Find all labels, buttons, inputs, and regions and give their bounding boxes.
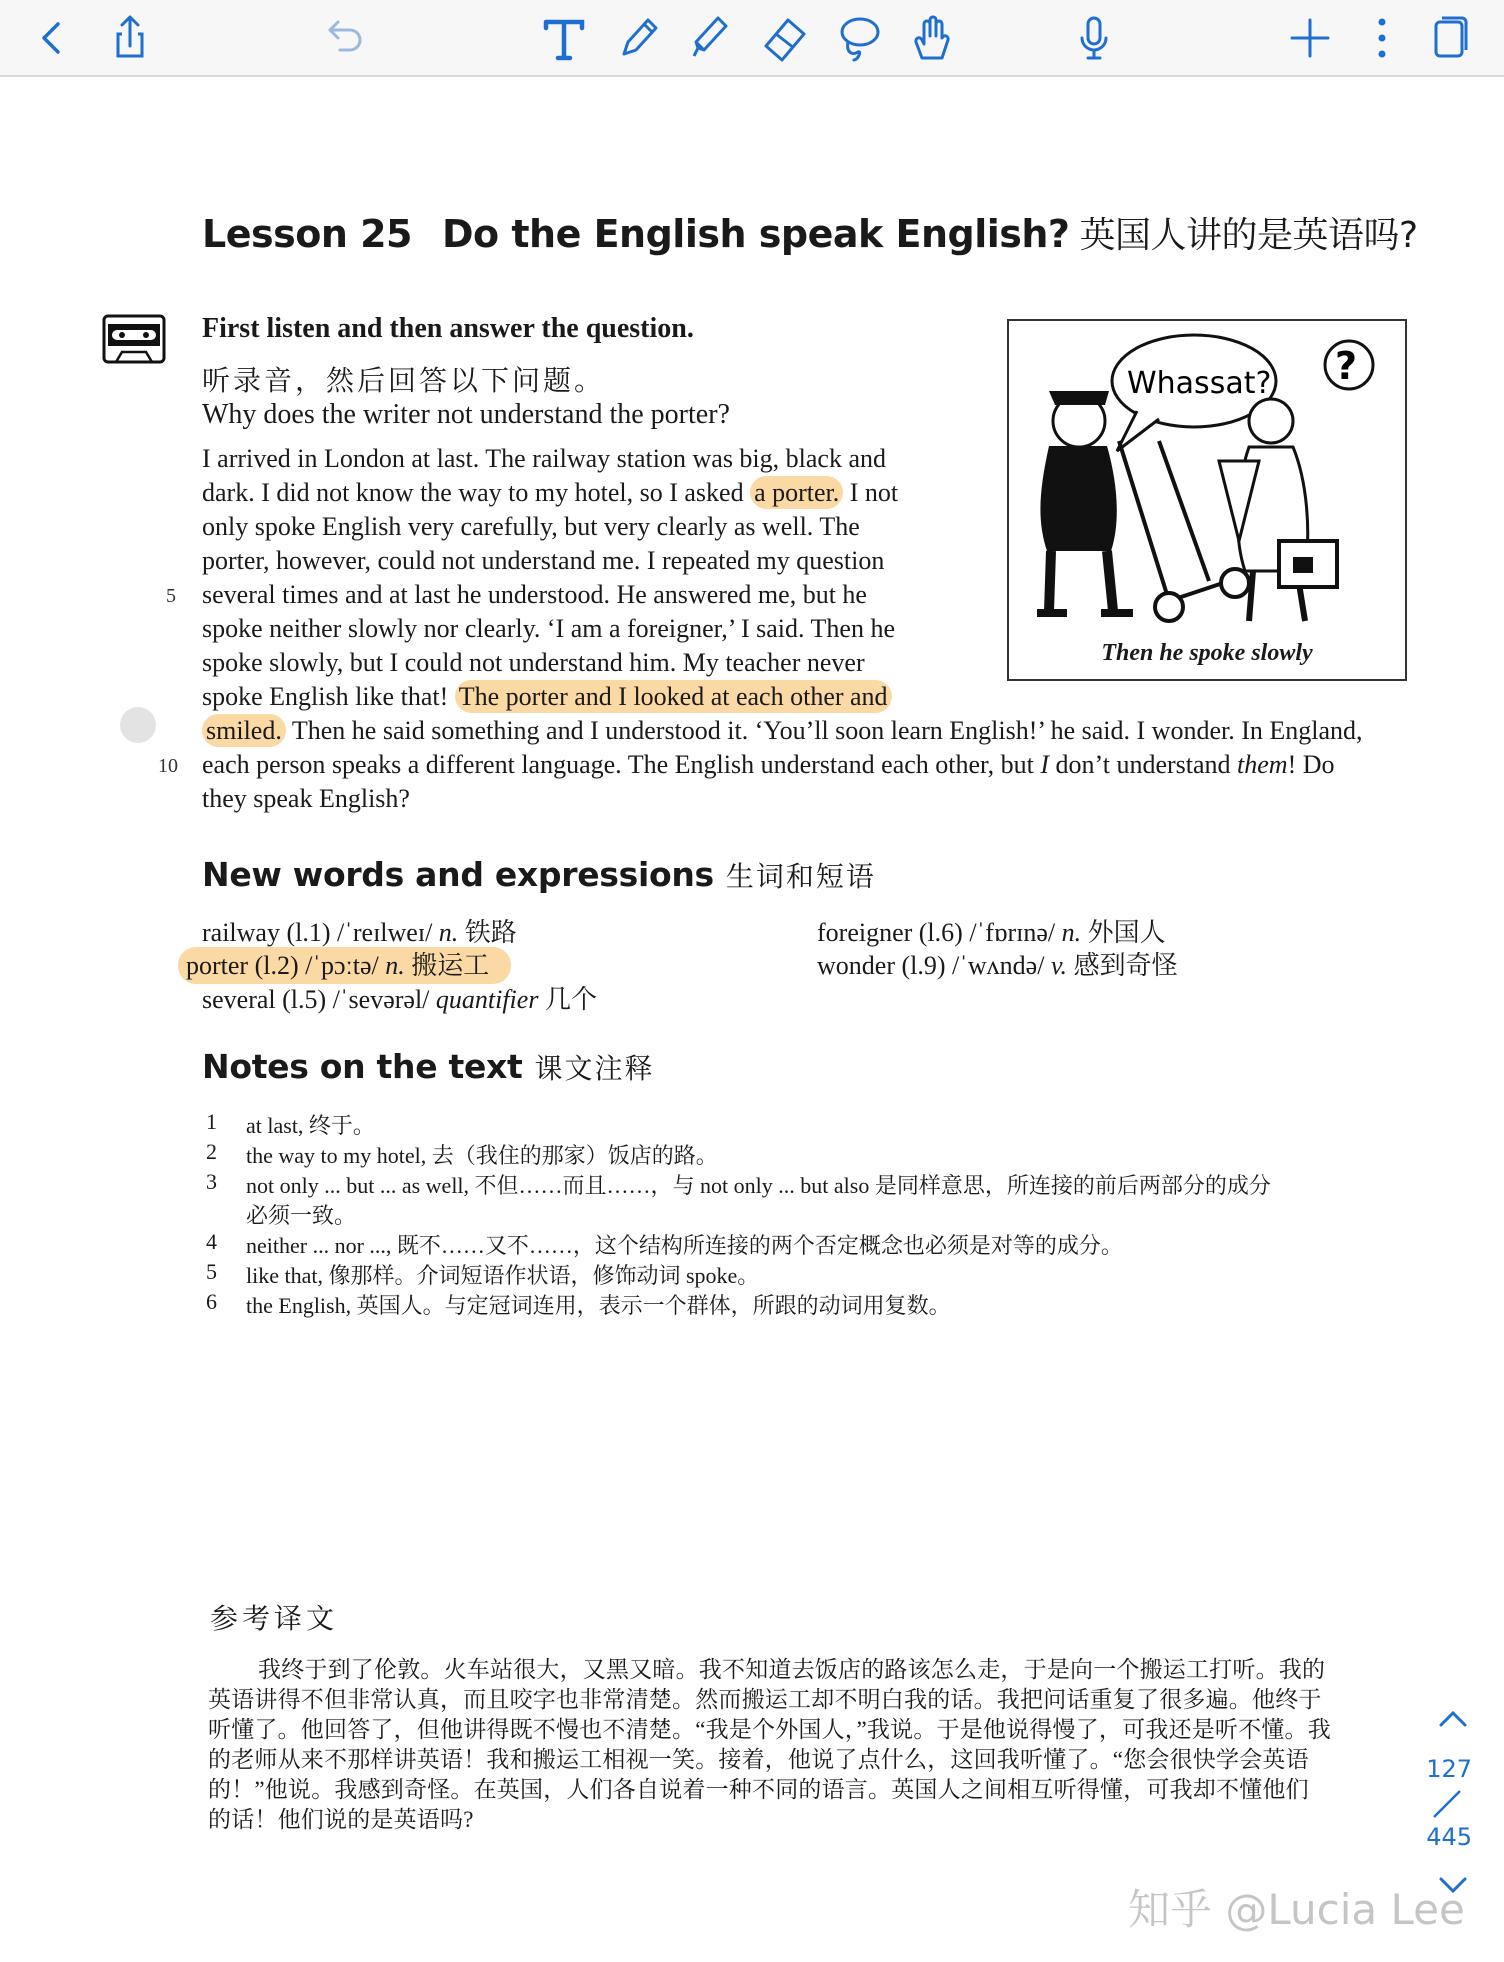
vocab-pos: quantifier bbox=[435, 985, 539, 1014]
note-number: 4 bbox=[206, 1229, 217, 1254]
text-span: each person speaks a different language. The English understand each other, but bbox=[202, 750, 1041, 779]
text-span: don’t understand bbox=[1049, 750, 1238, 779]
illustration bbox=[1007, 319, 1407, 681]
text-span: I bbox=[1040, 750, 1050, 779]
vocab-item-several bbox=[202, 979, 597, 1016]
highlight-a-porter[interactable]: a porter. bbox=[750, 476, 843, 509]
lasso-icon bbox=[828, 8, 888, 68]
plus-icon bbox=[1280, 8, 1340, 68]
vocab-text: railway (l.1) /ˈreɪlweɪ/ bbox=[202, 918, 439, 947]
passage-line bbox=[202, 714, 1363, 748]
section-title-cn: 生词和短语 bbox=[725, 860, 876, 893]
instruction-heading: First listen and then answer the question. bbox=[202, 313, 694, 344]
note-text: neither ... nor ..., 既不……又不……，这个结构所连接的两个否定概念也必须是对等的成分。 bbox=[246, 1233, 1123, 1258]
lesson-title-cn: 英国人讲的是英语吗? bbox=[1079, 215, 1418, 256]
illustration-caption: Then he spoke slowly bbox=[1101, 640, 1313, 666]
undo-icon bbox=[316, 8, 376, 68]
pages-button[interactable] bbox=[1420, 8, 1480, 68]
passage-line: several times and at last he understood. He answered me, but he bbox=[202, 580, 867, 609]
vocab-text: several (l.5) /ˈsevərəl/ bbox=[202, 985, 436, 1014]
eraser-icon bbox=[754, 8, 814, 68]
highlight-looked-at-each-other[interactable]: The porter and I looked at each other and bbox=[455, 680, 892, 713]
microphone-button[interactable] bbox=[1064, 8, 1124, 68]
toolbar bbox=[0, 0, 1504, 77]
line-number: 10 bbox=[158, 755, 178, 777]
vocab-cn: 搬运工 bbox=[404, 951, 490, 980]
note-text: the way to my hotel, 去（我住的那家）饭店的路。 bbox=[246, 1143, 718, 1168]
translation-line: 的！”他说。我感到奇怪。在英国，人们各自说着一种不同的语言。英国人之间相互听得懂，可我却不懂他们 bbox=[208, 1777, 1309, 1802]
section-title: Notes on the text bbox=[202, 1047, 523, 1086]
translation-heading: 参考译文 bbox=[210, 1604, 339, 1635]
share-button[interactable] bbox=[100, 8, 160, 68]
note-text: at last, 终于。 bbox=[246, 1113, 375, 1138]
hand-button[interactable] bbox=[902, 8, 962, 68]
cassette-icon bbox=[102, 314, 166, 364]
text-span: them bbox=[1237, 750, 1288, 779]
text-tool-button[interactable] bbox=[534, 8, 594, 68]
back-icon bbox=[22, 8, 82, 68]
note-number: 1 bbox=[206, 1109, 217, 1134]
watermark: 知乎 @Lucia Lee bbox=[1128, 1885, 1465, 1934]
total-pages: 445 bbox=[1426, 1823, 1472, 1851]
note-number: 6 bbox=[206, 1289, 217, 1314]
passage-line bbox=[202, 748, 1335, 782]
highlight-smiled[interactable]: smiled. bbox=[202, 714, 286, 747]
passage-line: they speak English? bbox=[202, 784, 410, 813]
note-text: not only ... but ... as well, 不但……而且……，与 not only ... but also 是同样意思，所连接的前后两部分的成分 bbox=[246, 1173, 1271, 1198]
share-icon bbox=[100, 8, 160, 68]
more-button[interactable] bbox=[1352, 8, 1412, 68]
text-span: ! Do bbox=[1287, 750, 1335, 779]
note-number: 3 bbox=[206, 1169, 217, 1194]
vocab-pos: n. bbox=[1061, 918, 1082, 947]
text-span: dark. I did not know the way to my hotel, so I asked bbox=[202, 478, 751, 507]
vocab-text: porter (l.2) /ˈpɔːtə/ bbox=[186, 951, 386, 980]
undo-button[interactable] bbox=[316, 8, 376, 68]
pages-icon bbox=[1420, 8, 1480, 68]
lesson-question: Do the English speak English? bbox=[442, 212, 1070, 256]
line-number: 5 bbox=[166, 585, 176, 607]
cartoon-image bbox=[1009, 321, 1405, 641]
vocab-pos: v. bbox=[1050, 951, 1068, 980]
note-number: 5 bbox=[206, 1259, 217, 1284]
vocab-item-porter[interactable] bbox=[186, 945, 511, 982]
document-page[interactable] bbox=[0, 77, 1504, 1962]
notes-heading bbox=[202, 1047, 655, 1087]
hand-icon bbox=[902, 8, 962, 68]
section-title: New words and expressions bbox=[202, 855, 714, 894]
translation-line: 的老师从来不那样讲英语！我和搬运工相视一笑。接着，他说了点什么，这回我听懂了。“您会很快学会英语 bbox=[208, 1747, 1309, 1772]
new-words-heading bbox=[202, 855, 876, 895]
translation-line: 的话！他们说的是英语吗? bbox=[208, 1807, 474, 1832]
highlighter-button[interactable] bbox=[680, 8, 740, 68]
note-text: 必须一致。 bbox=[246, 1203, 357, 1228]
question-text: Why does the writer not understand the porter? bbox=[202, 399, 730, 430]
add-button[interactable] bbox=[1280, 8, 1340, 68]
page-divider-icon bbox=[1430, 1787, 1464, 1821]
highlighter-icon bbox=[680, 8, 740, 68]
vocab-cn: 铁路 bbox=[458, 918, 517, 947]
translation-line: 听懂了。他回答了，但他讲得既不慢也不清楚。“我是个外国人，”我说。于是他说得慢了，可我还是听不懂。我 bbox=[208, 1717, 1331, 1742]
passage-line: spoke slowly, but I could not understand him. My teacher never bbox=[202, 648, 865, 677]
vocab-item-railway bbox=[202, 912, 517, 949]
lasso-button[interactable] bbox=[828, 8, 888, 68]
vocab-pos: n. bbox=[438, 918, 459, 947]
text-span: I not bbox=[843, 478, 899, 507]
passage-line bbox=[202, 680, 892, 714]
lesson-title bbox=[202, 207, 1418, 258]
more-icon bbox=[1352, 8, 1412, 68]
passage-line bbox=[202, 476, 898, 510]
text-span: Then he said something and I understood it. ‘You’ll soon learn English!’ he said. I wonder. In England, bbox=[285, 716, 1363, 745]
note-text: the English, 英国人。与定冠词连用，表示一个群体，所跟的动词用复数。 bbox=[246, 1293, 951, 1318]
speech-bubble-text: Whassat? bbox=[1127, 366, 1272, 401]
vocab-item-foreigner bbox=[817, 912, 1166, 949]
text-span: spoke English like that! bbox=[202, 682, 455, 711]
passage-line: I arrived in London at last. The railway station was big, black and bbox=[202, 444, 886, 473]
pen-icon bbox=[608, 8, 668, 68]
translation-line: 我终于到了伦敦。火车站很大，又黑又暗。我不知道去饭店的路该怎么走，于是向一个搬运工打听。我的 bbox=[258, 1657, 1326, 1682]
vocab-pos: n. bbox=[385, 951, 405, 980]
question-bubble-text: ? bbox=[1335, 344, 1358, 388]
note-number: 2 bbox=[206, 1139, 217, 1164]
passage-line: only spoke English very carefully, but very clearly as well. The bbox=[202, 512, 860, 541]
translation-line: 英语讲得不但非常认真，而且咬字也非常清楚。然而搬运工却不明白我的话。我把问话重复了很多遍。他终于 bbox=[208, 1687, 1322, 1712]
vocab-item-wonder bbox=[817, 945, 1178, 982]
passage-line: spoke neither slowly nor clearly. ‘I am a foreigner,’ I said. Then he bbox=[202, 614, 895, 643]
vocab-cn: 感到奇怪 bbox=[1067, 951, 1178, 980]
vocab-text: foreigner (l.6) /ˈfɒrɪnə/ bbox=[817, 918, 1062, 947]
chevron-up-icon[interactable] bbox=[1436, 1707, 1470, 1731]
vocab-cn: 几个 bbox=[538, 985, 597, 1014]
vocab-cn: 外国人 bbox=[1081, 918, 1166, 947]
back-button[interactable] bbox=[22, 8, 82, 68]
eraser-button[interactable] bbox=[754, 8, 814, 68]
section-title-cn: 课文注释 bbox=[534, 1052, 655, 1085]
vocab-text: wonder (l.9) /ˈwʌndə/ bbox=[817, 951, 1051, 980]
text-tool-icon bbox=[534, 8, 594, 68]
note-text: like that, 像那样。介词短语作状语，修饰动词 spoke。 bbox=[246, 1263, 760, 1288]
passage-line: porter, however, could not understand me. I repeated my question bbox=[202, 546, 885, 575]
pen-button[interactable] bbox=[608, 8, 668, 68]
current-page: 127 bbox=[1426, 1755, 1472, 1783]
selection-handle[interactable] bbox=[120, 707, 156, 743]
lesson-number: Lesson 25 bbox=[202, 212, 412, 256]
instruction-cn: 听录音，然后回答以下问题。 bbox=[202, 366, 606, 397]
microphone-icon bbox=[1064, 8, 1124, 68]
